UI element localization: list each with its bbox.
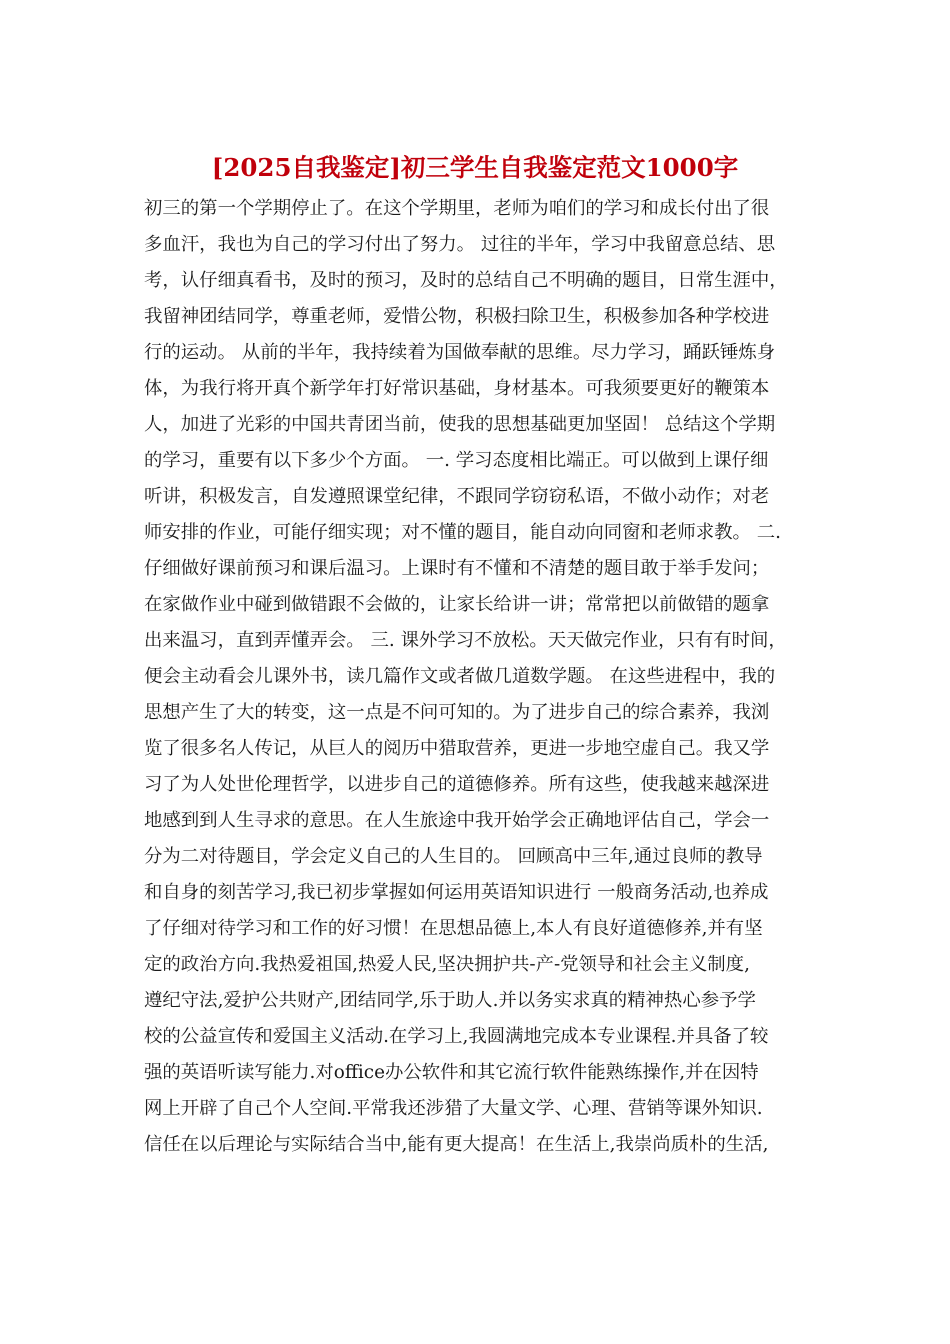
- text-line: 师安排的作业，可能仔细实现；对不懂的题目，能自动向同窗和老师求教。 二.: [144, 522, 781, 543]
- text-line: 网上开辟了自己个人空间.平常我还涉猎了大量文学、心理、营销等课外知识.: [144, 1098, 763, 1119]
- text-line: 听讲，积极发言，自发遵照课堂纪律，不跟同学窃窃私语，不做小动作；对老: [144, 486, 770, 507]
- document-title: [2025自我鉴定]初三学生自我鉴定范文1000字: [211, 153, 739, 182]
- text-line: 信任在以后理论与实际结合当中,能有更大提高！在生活上,我崇尚质朴的生活,: [144, 1134, 769, 1155]
- text-line: 人，加进了光彩的中国共青团当前，使我的思想基础更加坚固！ 总结这个学期: [144, 414, 776, 435]
- text-line: 我留神团结同学，尊重老师，爱惜公物，积极扫除卫生，积极参加各种学校进: [144, 306, 770, 327]
- text-line: 仔细做好课前预习和课后温习。上课时有不懂和不清楚的题目敢于举手发问；: [144, 558, 770, 579]
- text-line: 初三的第一个学期停止了。在这个学期里，老师为咱们的学习和成长付出了很: [144, 198, 770, 219]
- text-line: 在家做作业中碰到做错跟不会做的，让家长给讲一讲；常常把以前做错的题拿: [144, 594, 770, 615]
- document-body: [144, 191, 824, 1163]
- text-line: 分为二对待题目，学会定义自己的人生目的。 回顾高中三年,通过良师的教导: [144, 846, 763, 867]
- text-line: 强的英语听读写能力.对office办公软件和其它流行软件能熟练操作,并在因特: [144, 1062, 759, 1083]
- text-line: 行的运动。 从前的半年，我持续着为国做奉献的思维。尽力学习，踊跃锤炼身: [144, 342, 776, 363]
- text-line: 习了为人处世伦理哲学，以进步自己的道德修养。所有这些，使我越来越深进: [144, 774, 770, 795]
- text-line: 思想产生了大的转变，这一点是不问可知的。为了进步自己的综合素养，我浏: [144, 702, 770, 723]
- text-line: 遵纪守法,爱护公共财产,团结同学,乐于助人.并以务实求真的精神热心参予学: [144, 990, 756, 1011]
- text-line: 的学习，重要有以下多少个方面。 一. 学习态度相比端正。可以做到上课仔细: [144, 450, 769, 471]
- text-line: 便会主动看会儿课外书，读几篇作文或者做几道数学题。 在这些进程中，我的: [144, 666, 776, 687]
- text-line: 地感到到人生寻求的意思。在人生旅途中我开始学会正确地评估自己，学会一: [144, 810, 770, 831]
- text-line: 览了很多名人传记，从巨人的阅历中猎取营养，更进一步地空虚自己。我又学: [144, 738, 770, 759]
- text-line: 多血汗，我也为自己的学习付出了努力。 过往的半年，学习中我留意总结、思: [144, 234, 776, 255]
- text-line: 了仔细对待学习和工作的好习惯！在思想品德上,本人有良好道德修养,并有坚: [144, 918, 763, 939]
- text-line: 考，认仔细真看书，及时的预习，及时的总结自己不明确的题目，日常生涯中，: [144, 270, 788, 291]
- text-line: 校的公益宣传和爱国主义活动.在学习上,我圆满地完成本专业课程.并具备了较: [144, 1026, 769, 1047]
- text-line: 体，为我行将开真个新学年打好常识基础，身材基本。可我须要更好的鞭策本: [144, 378, 770, 399]
- text-line: 出来温习，直到弄懂弄会。 三. 课外学习不放松。天天做完作业，只有有时间，: [144, 630, 787, 651]
- text-line: 定的政治方向.我热爱祖国,热爱人民,坚决拥护共-产-党领导和社会主义制度,: [144, 954, 750, 975]
- text-line: 和自身的刻苦学习,我已初步掌握如何运用英语知识进行 一般商务活动,也养成: [144, 882, 769, 903]
